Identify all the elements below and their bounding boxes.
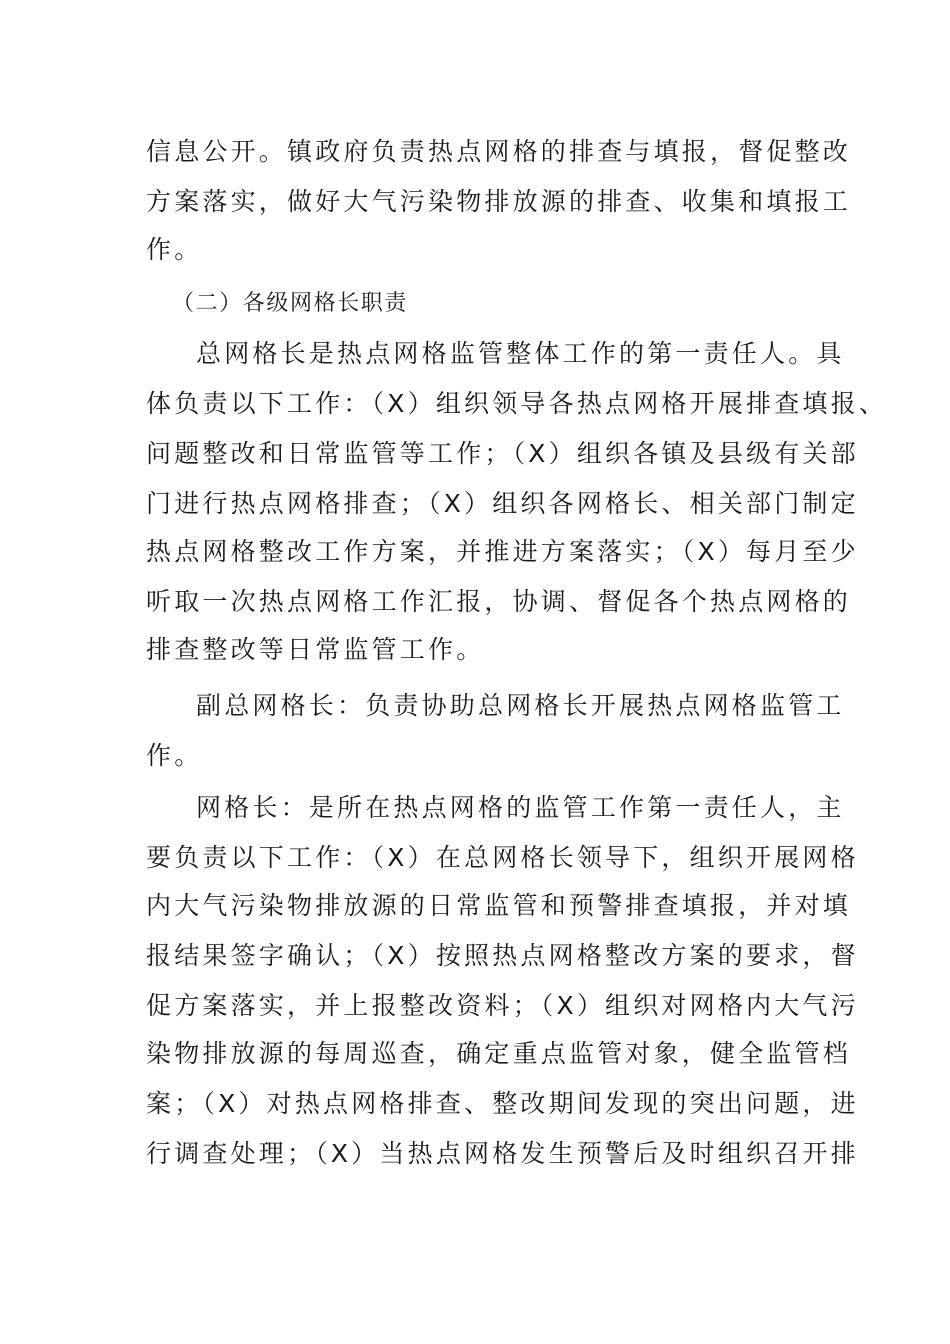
paragraph-1-line-3: 作。 [146, 235, 203, 264]
paragraph-4-line-3: 内大气污染物排放源的日常监管和预警排查填报，并对填 [146, 891, 852, 920]
paragraph-2-line-7: 排查整改等日常监管工作。 [146, 635, 485, 664]
paragraph-4-line-6: 染物排放源的每周巡查，确定重点监管对象，健全监管档 [146, 1039, 852, 1068]
paragraph-3-line-2: 作。 [146, 741, 203, 770]
paragraph-4-line-4: 报结果签字确认；（X）按照热点网格整改方案的要求，督 [146, 941, 859, 970]
paragraph-1-line-1: 信息公开。镇政府负责热点网格的排查与填报，督促整改 [146, 137, 852, 166]
paragraph-1-line-2: 方案落实，做好大气污染物排放源的排查、收集和填报工 [146, 187, 852, 216]
paragraph-2-line-6: 听取一次热点网格工作汇报，协调、督促各个热点网格的 [146, 587, 852, 616]
paragraph-4-line-7: 案；（X）对热点网格排查、整改期间发现的突出问题，进 [146, 1089, 859, 1118]
paragraph-4-line-5: 促方案落实，并上报整改资料；（X）组织对网格内大气污 [146, 991, 859, 1020]
paragraph-4-line-2: 要负责以下工作：（X）在总网格长领导下，组织开展网格 [146, 843, 859, 872]
paragraph-2-line-5: 热点网格整改工作方案，并推进方案落实；（X）每月至少 [146, 537, 859, 566]
paragraph-2-line-4: 门进行热点网格排查；（X）组织各网格长、相关部门制定 [146, 489, 859, 518]
paragraph-2-line-1: 总网格长是热点网格监管整体工作的第一责任人。具 [196, 339, 845, 368]
paragraph-2-line-2: 体负责以下工作：（X）组织领导各热点网格开展排查填报、 [146, 389, 888, 418]
paragraph-3-line-1: 副总网格长：负责协助总网格长开展热点网格监管工 [196, 691, 845, 720]
paragraph-2-line-3: 问题整改和日常监管等工作；（X）组织各镇及县级有关部 [146, 439, 859, 468]
paragraph-4-line-8: 行调查处理；（X）当热点网格发生预警后及时组织召开排 [146, 1139, 859, 1168]
paragraph-4-line-1: 网格长：是所在热点网格的监管工作第一责任人，主 [196, 793, 845, 822]
section-heading: （二）各级网格长职责 [172, 291, 409, 316]
